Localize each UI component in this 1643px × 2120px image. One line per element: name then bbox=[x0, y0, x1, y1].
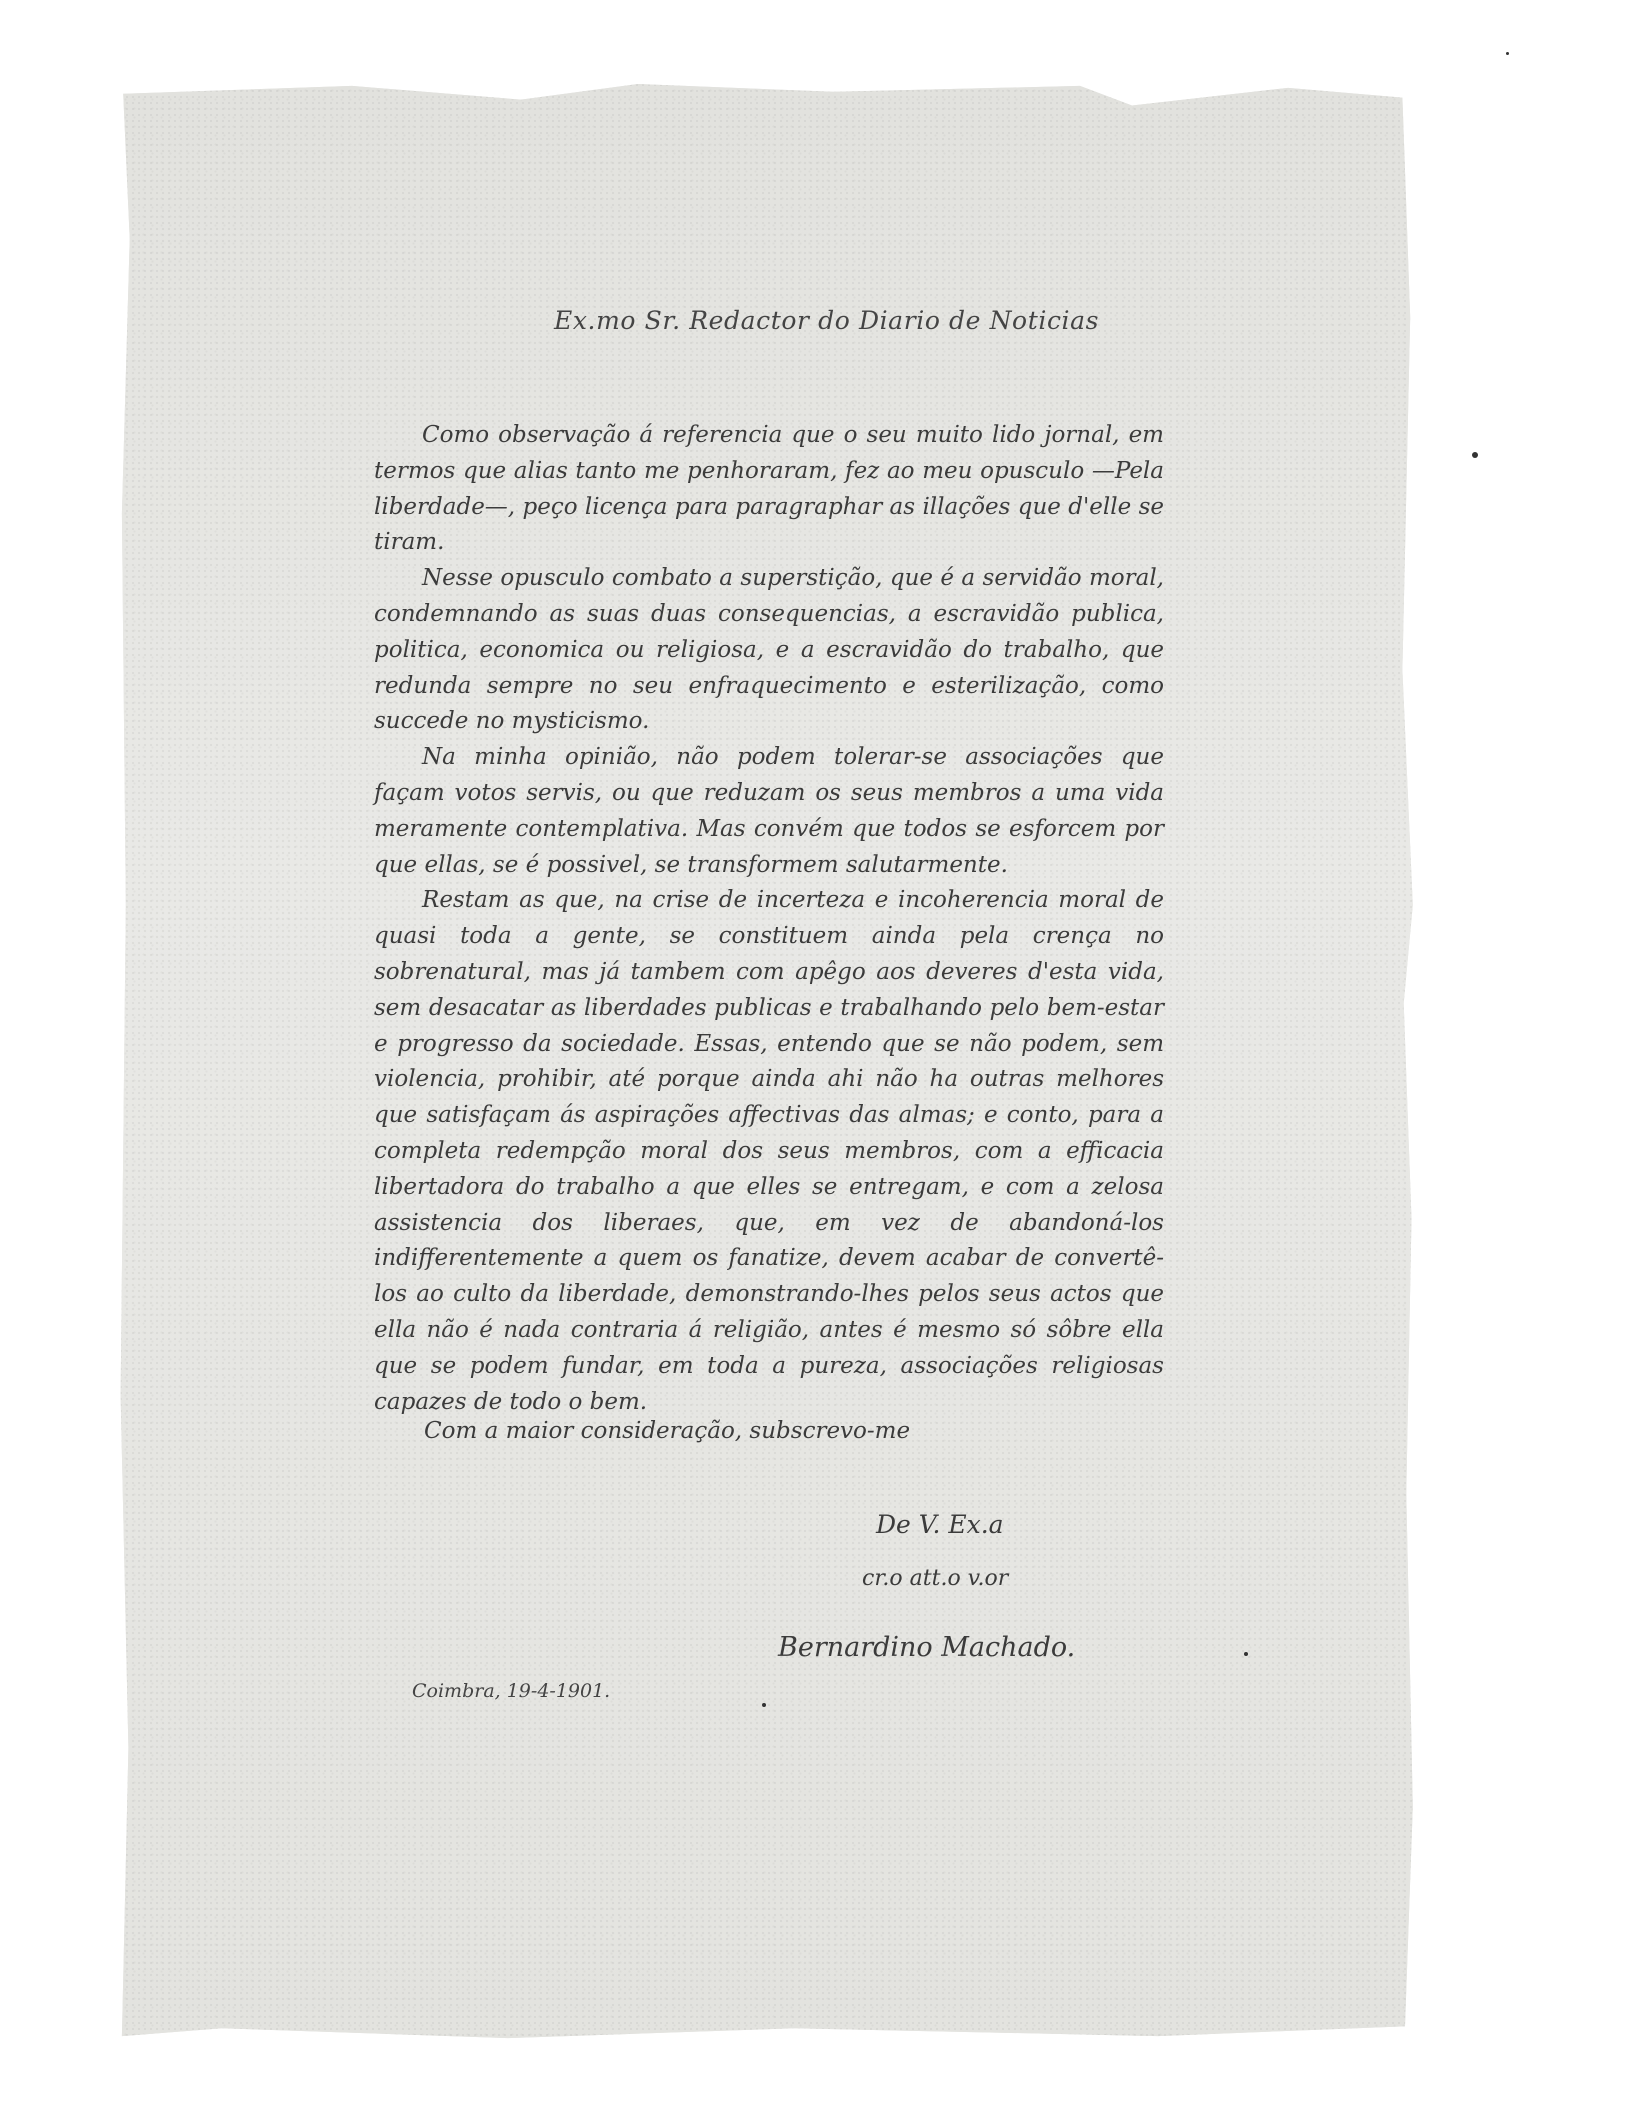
signature-line-1: De V. Ex.a bbox=[876, 1510, 1004, 1539]
ink-speck bbox=[762, 1703, 766, 1707]
place-date: Coimbra, 19-4-1901. bbox=[412, 1680, 611, 1702]
paragraph-4: Restam as que, na crise de incerteza e incoherencia moral de quasi toda a gente, se constituem ainda pela crença no sobrenatural, mas já tambem com apêgo aos deveres d'esta vida, sem desacatar as liberdades publicas e trabalhando pelo bem-estar e progresso da sociedade. Essas, entendo que se não podem, sem violencia, prohibir, até porque ainda ahi não ha outras melhores que satisfaçam ás aspirações affectivas das almas; e conto, para a completa redempção moral dos seus membros, com a efficacia libertadora do trabalho a que elles se entregam, e com a zelosa assistencia dos liberaes, que, em vez de abandoná-los indifferentemente a quem os fanatize, devem acabar de convertê-los ao culto da liberdade, demonstrando-lhes pelos seus actos que ella não é nada contraria á religião, antes é mesmo só sôbre ella que se podem fundar, em toda a pureza, associações religiosas capazes de todo o bem. bbox=[374, 887, 1164, 1415]
signature-line-2: cr.o att.o v.or bbox=[862, 1566, 1009, 1591]
paragraph-3: Na minha opinião, não podem tolerar-se associações que façam votos servis, ou que reduzam os seus membros a uma vida meramente contemplativa. Mas convém que todos se esforcem por que ellas, se é possivel, se transformem salutarmente. bbox=[374, 744, 1164, 878]
signature-name: Bernardino Machado. bbox=[778, 1632, 1076, 1663]
paragraph-1: Como observação á referencia que o seu muito lido jornal, em termos que alias tanto me penhoraram, fez ao meu opusculo —Pela liberdade—, peço licença para paragraphar as illações que d'elle se tiram. bbox=[374, 422, 1164, 556]
closing-line: Com a maior consideração, subscrevo-me bbox=[424, 1418, 911, 1444]
ink-speck bbox=[1244, 1652, 1248, 1656]
ink-speck bbox=[1506, 52, 1509, 55]
salutation: Ex.mo Sr. Redactor do Diario de Noticias bbox=[554, 306, 1100, 335]
letter-body bbox=[374, 418, 1164, 1420]
paragraph-2: Nesse opusculo combato a superstição, que é a servidão moral, condemnando as suas duas consequencias, a escravidão publica, politica, economica ou religiosa, e a escravidão do trabalho, que redunda sempre no seu enfraquecimento e esterilização, como succede no mysticismo. bbox=[374, 565, 1164, 735]
ink-speck bbox=[1472, 452, 1478, 458]
